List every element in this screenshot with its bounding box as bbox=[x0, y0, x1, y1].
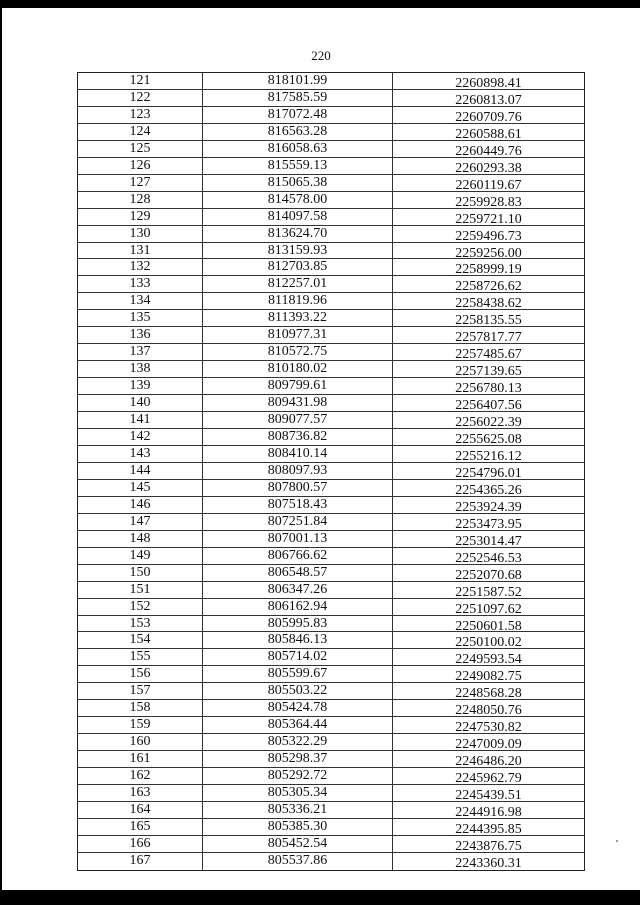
x-coordinate-cell: 805846.13 bbox=[203, 632, 393, 648]
x-coordinate-cell: 807800.57 bbox=[203, 480, 393, 496]
y-coordinate-cell: 2256022.39 bbox=[455, 415, 522, 429]
table-row bbox=[78, 632, 584, 649]
x-coordinate-cell: 805714.02 bbox=[203, 649, 393, 665]
table-row bbox=[78, 802, 584, 819]
y-coordinate-cell: 2253473.95 bbox=[455, 516, 522, 530]
point-number-cell: 123 bbox=[78, 107, 203, 123]
y-coordinate-cell: 2248568.28 bbox=[455, 686, 522, 700]
x-coordinate-cell: 817585.59 bbox=[203, 90, 393, 106]
point-number-cell: 144 bbox=[78, 463, 203, 479]
x-coordinate-cell: 810977.31 bbox=[203, 327, 393, 343]
point-number-cell: 136 bbox=[78, 327, 203, 343]
x-coordinate-cell: 808736.82 bbox=[203, 429, 393, 445]
point-number-cell: 137 bbox=[78, 344, 203, 360]
y-coordinate-cell: 2255625.08 bbox=[455, 432, 522, 445]
x-coordinate-cell: 805452.54 bbox=[203, 836, 393, 852]
x-coordinate-cell: 811819.96 bbox=[203, 293, 393, 309]
x-coordinate-cell: 815559.13 bbox=[203, 158, 393, 174]
x-coordinate-cell: 807251.84 bbox=[203, 514, 393, 530]
x-coordinate-cell: 806162.94 bbox=[203, 599, 393, 615]
x-coordinate-cell: 805336.21 bbox=[203, 802, 393, 818]
table-row bbox=[78, 429, 584, 446]
x-coordinate-cell: 810572.75 bbox=[203, 344, 393, 360]
point-number-cell: 158 bbox=[78, 700, 203, 716]
x-coordinate-cell: 805298.37 bbox=[203, 751, 393, 767]
point-number-cell: 132 bbox=[78, 259, 203, 275]
table-row bbox=[78, 276, 584, 293]
x-coordinate-cell: 818101.99 bbox=[203, 73, 393, 89]
point-number-cell: 161 bbox=[78, 751, 203, 767]
y-coordinate-cell: 2258726.62 bbox=[455, 279, 522, 293]
y-coordinate-cell: 2259928.83 bbox=[455, 194, 522, 208]
table-row bbox=[78, 497, 584, 514]
x-coordinate-cell: 805537.86 bbox=[203, 853, 393, 870]
table-row bbox=[78, 582, 584, 599]
document-page bbox=[2, 8, 640, 890]
table-row bbox=[78, 751, 584, 768]
table-row bbox=[78, 734, 584, 751]
y-coordinate-cell: 2244916.98 bbox=[455, 804, 522, 818]
point-number-cell: 146 bbox=[78, 497, 203, 513]
point-number-cell: 149 bbox=[78, 548, 203, 564]
table-row bbox=[78, 90, 584, 107]
y-coordinate-cell: 2252546.53 bbox=[455, 550, 522, 564]
table-row bbox=[78, 565, 584, 582]
table-row bbox=[78, 768, 584, 785]
y-coordinate-cell: 2257817.77 bbox=[455, 330, 522, 344]
table-row bbox=[78, 141, 584, 158]
point-number-cell: 167 bbox=[78, 853, 203, 870]
point-number-cell: 151 bbox=[78, 582, 203, 598]
point-number-cell: 157 bbox=[78, 683, 203, 699]
point-number-cell: 125 bbox=[78, 141, 203, 157]
y-coordinate-cell: 2249082.75 bbox=[455, 669, 522, 683]
table-row bbox=[78, 310, 584, 327]
point-number-cell: 135 bbox=[78, 310, 203, 326]
table-row bbox=[78, 785, 584, 802]
x-coordinate-cell: 816563.28 bbox=[203, 124, 393, 140]
point-number-cell: 153 bbox=[78, 616, 203, 632]
x-coordinate-cell: 810180.02 bbox=[203, 361, 393, 377]
x-coordinate-cell: 805385.30 bbox=[203, 819, 393, 835]
point-number-cell: 165 bbox=[78, 819, 203, 835]
table-row bbox=[78, 446, 584, 463]
x-coordinate-cell: 805995.83 bbox=[203, 616, 393, 632]
x-coordinate-cell: 805424.78 bbox=[203, 700, 393, 716]
y-coordinate-cell: 2260709.76 bbox=[455, 109, 522, 123]
y-coordinate-cell: 2253924.39 bbox=[455, 499, 522, 513]
table-row bbox=[78, 107, 584, 124]
point-number-cell: 162 bbox=[78, 768, 203, 784]
x-coordinate-cell: 805292.72 bbox=[203, 768, 393, 784]
y-coordinate-cell: 2260119.67 bbox=[455, 177, 522, 191]
x-coordinate-cell: 807001.13 bbox=[203, 531, 393, 547]
y-coordinate-cell: 2252070.68 bbox=[455, 567, 522, 581]
x-coordinate-cell: 813159.93 bbox=[203, 243, 393, 259]
y-coordinate-cell: 2256407.56 bbox=[455, 398, 522, 412]
y-coordinate-cell: 2260293.38 bbox=[455, 160, 522, 174]
x-coordinate-cell: 816058.63 bbox=[203, 141, 393, 157]
point-number-cell: 127 bbox=[78, 175, 203, 191]
page-number: 220 bbox=[311, 48, 331, 63]
point-number-cell: 164 bbox=[78, 802, 203, 818]
x-coordinate-cell: 806347.26 bbox=[203, 582, 393, 598]
y-coordinate-cell: 2257139.65 bbox=[455, 364, 522, 378]
point-number-cell: 154 bbox=[78, 632, 203, 648]
table-row bbox=[78, 700, 584, 717]
table-row bbox=[78, 599, 584, 616]
x-coordinate-cell: 805305.34 bbox=[203, 785, 393, 801]
table-row bbox=[78, 192, 584, 209]
x-coordinate-cell: 814578.00 bbox=[203, 192, 393, 208]
point-number-cell: 145 bbox=[78, 480, 203, 496]
y-coordinate-cell: 2245962.79 bbox=[455, 771, 522, 785]
x-coordinate-cell: 809799.61 bbox=[203, 378, 393, 394]
y-coordinate-cell: 2247009.09 bbox=[455, 737, 522, 751]
table-row bbox=[78, 819, 584, 836]
y-coordinate-cell: 2250601.58 bbox=[455, 618, 522, 632]
point-number-cell: 129 bbox=[78, 209, 203, 225]
table-row bbox=[78, 548, 584, 565]
y-coordinate-cell: 2249593.54 bbox=[455, 652, 522, 666]
y-coordinate-cell: 2248050.76 bbox=[455, 703, 522, 717]
x-coordinate-cell: 805364.44 bbox=[203, 717, 393, 733]
point-number-cell: 159 bbox=[78, 717, 203, 733]
table-row bbox=[78, 73, 584, 90]
point-number-cell: 143 bbox=[78, 446, 203, 462]
point-number-cell: 150 bbox=[78, 565, 203, 581]
point-number-cell: 138 bbox=[78, 361, 203, 377]
table-row bbox=[78, 395, 584, 412]
point-number-cell: 122 bbox=[78, 90, 203, 106]
y-coordinate-cell: 2254365.26 bbox=[455, 482, 522, 496]
x-coordinate-cell: 809077.57 bbox=[203, 412, 393, 428]
x-coordinate-cell: 805599.67 bbox=[203, 666, 393, 682]
y-coordinate-cell: 2260813.07 bbox=[455, 92, 522, 106]
point-number-cell: 163 bbox=[78, 785, 203, 801]
table-row bbox=[78, 683, 584, 700]
table-row bbox=[78, 531, 584, 548]
table-row bbox=[78, 666, 584, 683]
y-coordinate-cell: 2251097.62 bbox=[455, 601, 522, 615]
point-number-cell: 140 bbox=[78, 395, 203, 411]
y-coordinate-cell: 2255216.12 bbox=[455, 448, 522, 462]
point-number-cell: 152 bbox=[78, 599, 203, 615]
table-row bbox=[78, 412, 584, 429]
table-row bbox=[78, 124, 584, 141]
y-coordinate-cell: 2254796.01 bbox=[455, 465, 522, 479]
point-number-cell: 121 bbox=[78, 73, 203, 89]
y-coordinate-cell: 2259496.73 bbox=[455, 228, 522, 242]
x-coordinate-cell: 808097.93 bbox=[203, 463, 393, 479]
point-number-cell: 142 bbox=[78, 429, 203, 445]
y-coordinate-cell: 2260588.61 bbox=[455, 126, 522, 140]
y-coordinate-cell: 2253014.47 bbox=[455, 533, 522, 547]
x-coordinate-cell: 814097.58 bbox=[203, 209, 393, 225]
y-coordinate-cell: 2256780.13 bbox=[455, 381, 522, 395]
x-coordinate-cell: 812257.01 bbox=[203, 276, 393, 292]
point-number-cell: 141 bbox=[78, 412, 203, 428]
point-number-cell: 124 bbox=[78, 124, 203, 140]
point-number-cell: 139 bbox=[78, 378, 203, 394]
table-row bbox=[78, 836, 584, 853]
point-number-cell: 130 bbox=[78, 226, 203, 242]
table-row bbox=[78, 480, 584, 497]
x-coordinate-cell: 812703.85 bbox=[203, 259, 393, 275]
point-number-cell: 133 bbox=[78, 276, 203, 292]
point-number-cell: 155 bbox=[78, 649, 203, 665]
x-coordinate-cell: 807518.43 bbox=[203, 497, 393, 513]
y-coordinate-cell: 2244395.85 bbox=[455, 821, 522, 835]
table-row bbox=[78, 649, 584, 666]
table-row bbox=[78, 243, 584, 260]
table-row bbox=[78, 175, 584, 192]
point-number-cell: 128 bbox=[78, 192, 203, 208]
table-row bbox=[78, 378, 584, 395]
y-coordinate-cell: 2260449.76 bbox=[455, 143, 522, 157]
x-coordinate-cell: 805503.22 bbox=[203, 683, 393, 699]
table-row bbox=[78, 259, 584, 276]
x-coordinate-cell: 806548.57 bbox=[203, 565, 393, 581]
y-coordinate-cell: 2243360.31 bbox=[455, 855, 522, 870]
y-coordinate-cell: 2250100.02 bbox=[455, 635, 522, 649]
point-number-cell: 147 bbox=[78, 514, 203, 530]
coordinate-table bbox=[77, 72, 585, 871]
y-coordinate-cell: 2243876.75 bbox=[455, 838, 522, 852]
y-coordinate-cell: 2251587.52 bbox=[455, 584, 522, 598]
x-coordinate-cell: 811393.22 bbox=[203, 310, 393, 326]
x-coordinate-cell: 805322.29 bbox=[203, 734, 393, 750]
y-coordinate-cell: 2246486.20 bbox=[455, 754, 522, 768]
table-row bbox=[78, 717, 584, 734]
y-coordinate-cell: 2247530.82 bbox=[455, 720, 522, 734]
point-number-cell: 166 bbox=[78, 836, 203, 852]
scan-speck bbox=[616, 840, 618, 842]
y-coordinate-cell: 2259721.10 bbox=[455, 211, 522, 225]
point-number-cell: 160 bbox=[78, 734, 203, 750]
table-row bbox=[78, 853, 584, 870]
x-coordinate-cell: 813624.70 bbox=[203, 226, 393, 242]
table-row bbox=[78, 463, 584, 480]
x-coordinate-cell: 815065.38 bbox=[203, 175, 393, 191]
x-coordinate-cell: 808410.14 bbox=[203, 446, 393, 462]
table-row bbox=[78, 293, 584, 310]
x-coordinate-cell: 806766.62 bbox=[203, 548, 393, 564]
y-coordinate-cell: 2260898.41 bbox=[455, 76, 522, 89]
point-number-cell: 156 bbox=[78, 666, 203, 682]
point-number-cell: 134 bbox=[78, 293, 203, 309]
table-row bbox=[78, 327, 584, 344]
y-coordinate-cell: 2257485.67 bbox=[455, 347, 522, 361]
table-row bbox=[78, 226, 584, 243]
table-row bbox=[78, 361, 584, 378]
table-row bbox=[78, 514, 584, 531]
table-row bbox=[78, 209, 584, 226]
table-row bbox=[78, 158, 584, 175]
y-coordinate-cell: 2258135.55 bbox=[455, 313, 522, 327]
point-number-cell: 126 bbox=[78, 158, 203, 174]
x-coordinate-cell: 809431.98 bbox=[203, 395, 393, 411]
y-coordinate-cell: 2259256.00 bbox=[455, 245, 522, 259]
point-number-cell: 131 bbox=[78, 243, 203, 259]
table-row bbox=[78, 616, 584, 633]
point-number-cell: 148 bbox=[78, 531, 203, 547]
y-coordinate-cell: 2258438.62 bbox=[455, 296, 522, 310]
y-coordinate-cell: 2258999.19 bbox=[455, 262, 522, 276]
y-coordinate-cell: 2245439.51 bbox=[455, 788, 522, 801]
table-row bbox=[78, 344, 584, 361]
x-coordinate-cell: 817072.48 bbox=[203, 107, 393, 123]
